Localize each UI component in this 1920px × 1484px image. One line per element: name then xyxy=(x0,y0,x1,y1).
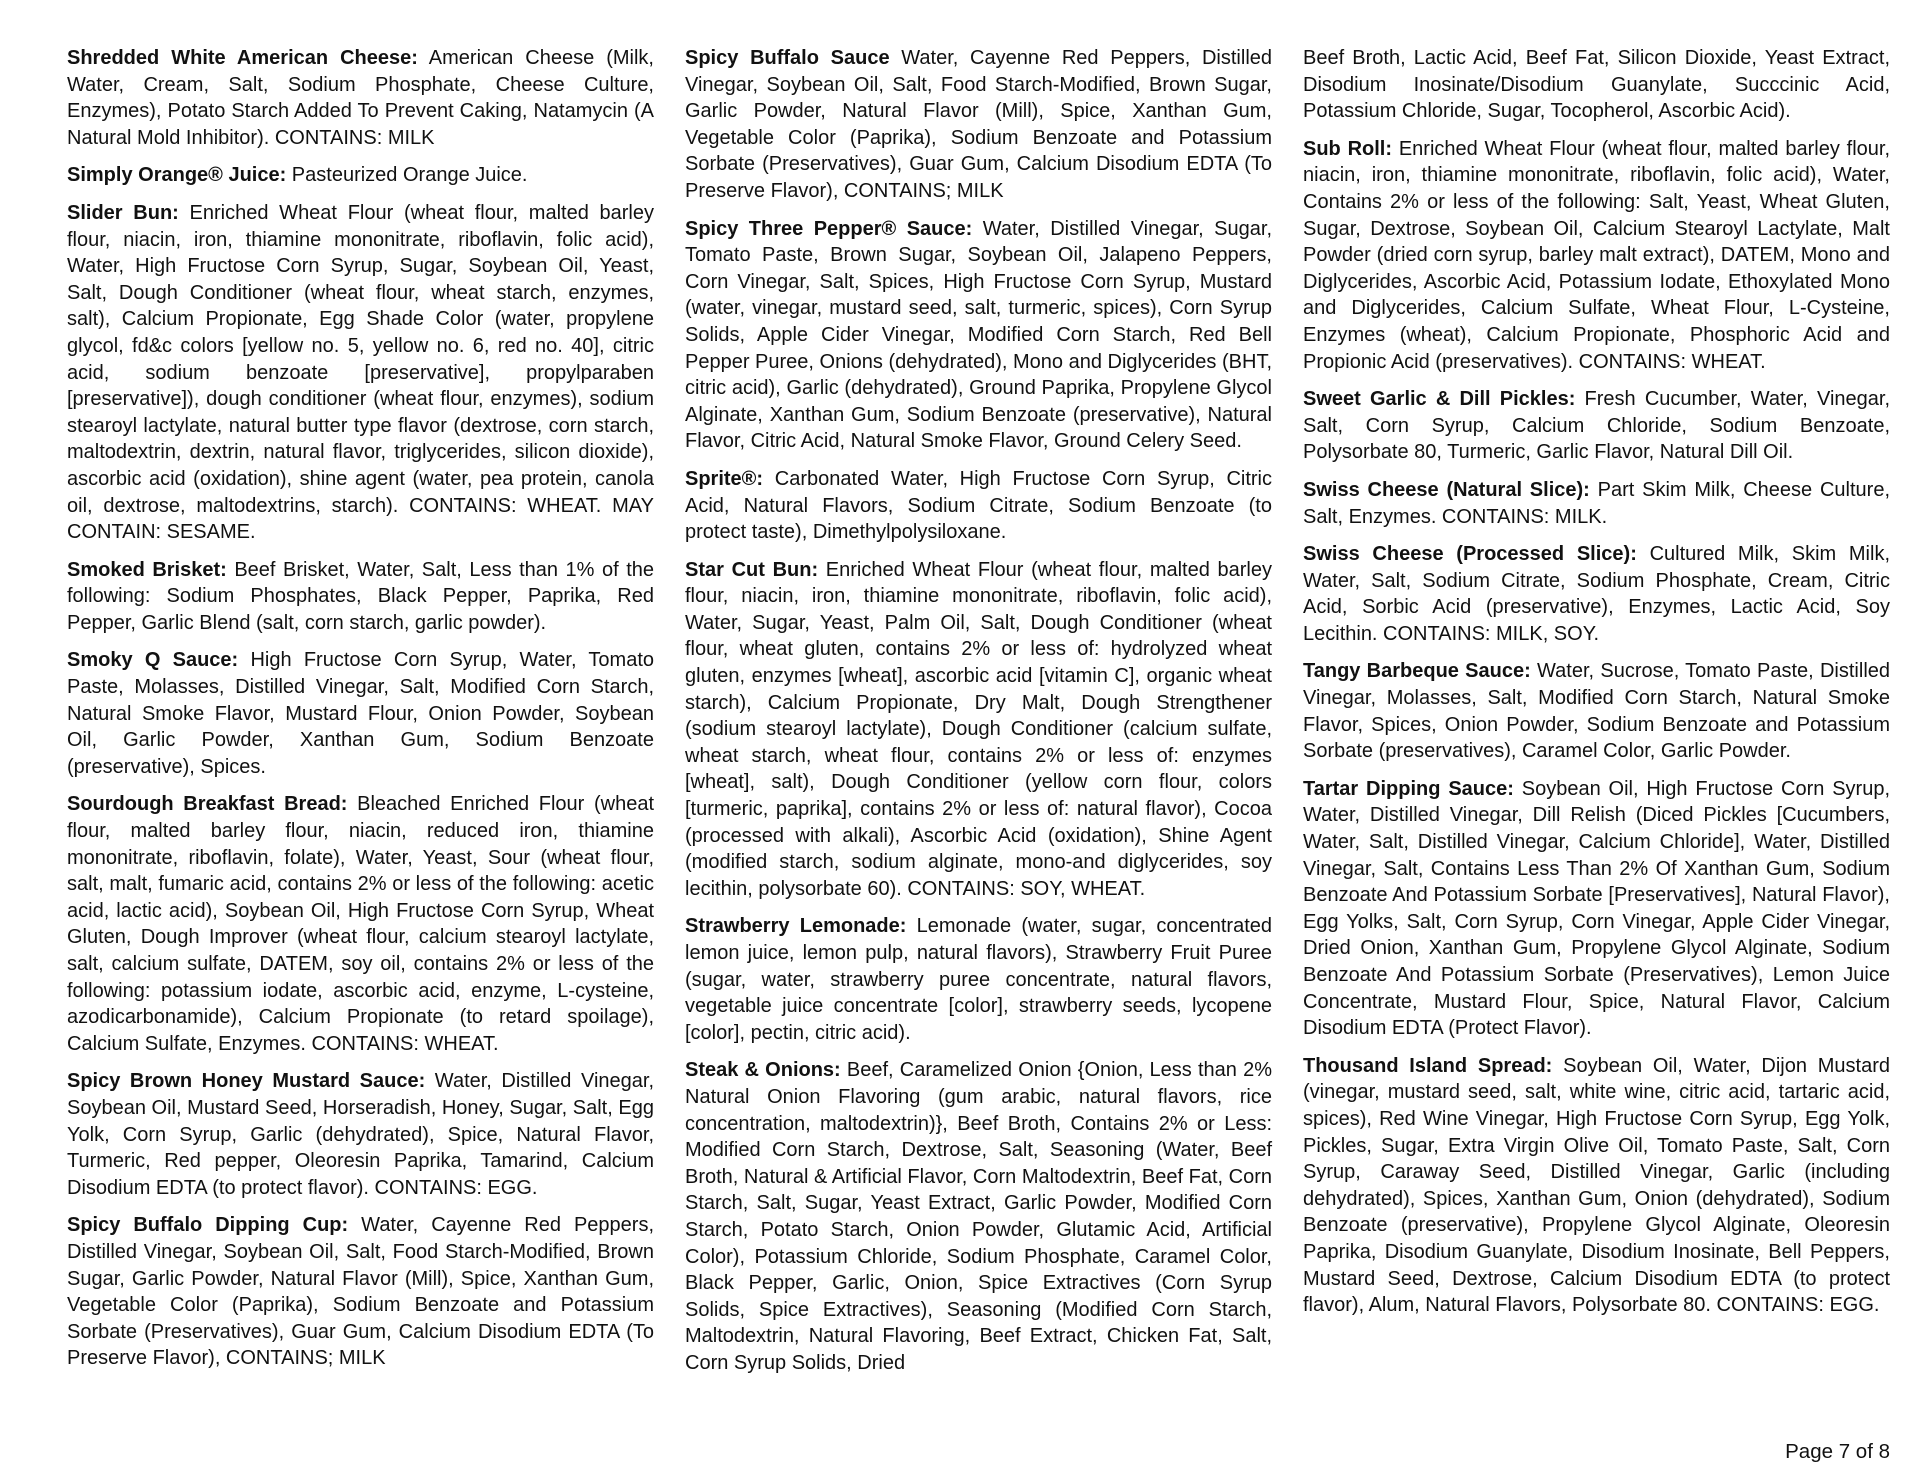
page-number: Page 7 of 8 xyxy=(1785,1440,1890,1463)
ingredient-entry xyxy=(67,200,654,546)
ingredient-text: Lemonade (water, sugar, concentrated lemon juice, lemon pulp, natural flavors), Strawberry Fruit Puree (sugar, water, strawberry puree concentrate, natural flavors, vegetable juice concentrate [color], strawberry seeds, lycopene [color], pectin, citric acid). xyxy=(685,915,1272,1044)
ingredient-name: Tangy Barbeque Sauce: xyxy=(1303,660,1531,683)
ingredient-text: Water, Distilled Vinegar, Sugar, Tomato Paste, Brown Sugar, Soybean Oil, Jalapeno Peppers, Corn Vinegar, Salt, Spices, High Fructose Corn Syrup, Mustard (water, vinegar, mustard seed, salt, turmeric, spices), Corn Syrup Solids, Apple Cider Vinegar, Modified Corn Starch, Red Bell Pepper Puree, Onions (dehydrated), Mono and Diglycerides (BHT, citric acid), Garlic (dehydrated), Ground Paprika, Propylene Glycol Alginate, Xanthan Gum, Sodium Benzoate (preservative), Natural Flavor, Citric Acid, Natural Smoke Flavor, Ground Celery Seed. xyxy=(685,217,1272,453)
ingredient-text: Fresh Cucumber, Water, Vinegar, Salt, Corn Syrup, Calcium Chloride, Sodium Benzoate, Polysorbate 80, Turmeric, Garlic Flavor, Natural Dill Oil. xyxy=(1303,388,1890,464)
ingredient-name: Sub Roll: xyxy=(1303,137,1393,160)
ingredient-text: High Fructose Corn Syrup, Water, Tomato Paste, Molasses, Distilled Vinegar, Salt, Modified Corn Starch, Natural Smoke Flavor, Mustard Flour, Onion Powder, Soybean Oil, Garlic Powder, Xanthan Gum, Sodium Benzoate (preservative), Spices. xyxy=(67,649,655,778)
ingredient-name: Spicy Brown Honey Mustard Sauce: xyxy=(67,1070,426,1093)
ingredient-entry xyxy=(67,791,654,1057)
ingredient-entry xyxy=(685,466,1272,546)
ingredient-text: Enriched Wheat Flour (wheat flour, malted barley flour, niacin, iron, thiamine mononitrate, riboflavin, folic acid), Water, High Fructose Corn Syrup, Sugar, Soybean Oil, Yeast, Salt, Dough Conditioner (wheat flour, wheat starch, enzymes, salt), Calcium Propionate, Egg Shade Color (water, propylene glycol, fd&c colors [yellow no. 5, yellow no. 6, red no. 40], citric acid, sodium benzoate [preservative], propylparaben [preservative]), dough conditioner (wheat flour, enzymes), sodium stearoyl lactylate, natural butter type flavor (dextrose, corn starch, maltodextrin, dextrin, natural flavor, triglycerides, silicon dioxide), ascorbic acid (oxidation), shine agent (water, pea protein, canola oil, dextrose, maltodextrins, starch). CONTAINS: WHEAT. MAY CONTAIN: SESAME. xyxy=(67,201,654,544)
ingredient-text: American Cheese (Milk, Water, Cream, Salt, Sodium Phosphate, Cheese Culture, Enzymes), Potato Starch Added To Prevent Caking, Natamycin (A Natural Mold Inhibitor). CONTAINS: MILK xyxy=(67,47,654,149)
column-2 xyxy=(685,45,1272,1388)
ingredient-entry xyxy=(685,557,1272,903)
ingredient-text: Beef Brisket, Water, Salt, Less than 1% of the following: Sodium Phosphates, Black Pepper, Paprika, Red Pepper, Garlic Blend (salt, corn starch, garlic powder). xyxy=(67,558,654,634)
ingredient-text: Bleached Enriched Flour (wheat flour, malted barley flour, niacin, reduced iron, thiamine mononitrate, riboflavin, folate), Water, Yeast, Sour (wheat flour, salt, malt, fumaric acid, contains 2% or less of the following: acetic acid, lactic acid), Soybean Oil, High Fructose Corn Syrup, Wheat Gluten, Dough Improver (wheat flour, calcium stearoyl lactylate, salt, calcium sulfate, DATEM, soy oil, contains 2% or less of the following: potassium iodate, ascorbic acid, enzyme, L-cysteine, azodicarbonamide), Calcium Propionate (to retard spoilage), Calcium Sulfate, Enzymes. CONTAINS: WHEAT. xyxy=(67,793,655,1055)
ingredient-name: Sourdough Breakfast Bread: xyxy=(67,793,348,816)
ingredient-name: Spicy Buffalo Dipping Cup: xyxy=(67,1214,349,1237)
ingredient-entry xyxy=(1303,658,1890,764)
ingredient-name: Shredded White American Cheese: xyxy=(67,47,418,69)
ingredient-entry xyxy=(1303,541,1890,647)
ingredient-entry xyxy=(1303,386,1890,466)
ingredient-name: Slider Bun: xyxy=(67,201,179,224)
ingredient-entry-continuation xyxy=(1303,45,1890,125)
ingredient-text: Water, Sucrose, Tomato Paste, Distilled Vinegar, Molasses, Salt, Modified Corn Starch, Natural Smoke Flavor, Spices, Onion Powder, Sodium Benzoate and Potassium Sorbate (preservatives), Caramel Color, Garlic Powder. xyxy=(1303,660,1891,763)
column-3 xyxy=(1303,45,1890,1388)
ingredient-name: Sweet Garlic & Dill Pickles: xyxy=(1303,388,1576,411)
ingredient-entry xyxy=(1303,136,1890,375)
ingredient-name: Swiss Cheese (Natural Slice): xyxy=(1303,478,1590,501)
ingredient-name: Smoked Brisket: xyxy=(67,558,227,581)
ingredient-text: Part Skim Milk, Cheese Culture, Salt, Enzymes. CONTAINS: MILK. xyxy=(1303,478,1890,528)
ingredient-name: Steak & Onions: xyxy=(685,1059,841,1082)
ingredient-text: Enriched Wheat Flour (wheat flour, malted barley flour, niacin, iron, thiamine mononitrate, riboflavin, folic acid), Water, Sugar, Yeast, Palm Oil, Salt, Dough Conditioner (wheat flour, wheat gluten, contains 2% or less of: hydrolyzed wheat gluten, enzymes [wheat], ascorbic acid [vitamin C], organic wheat starch), Calcium Propionate, Dry Malt, Dough Strengthener (sodium stearoyl lactylate), Dough Conditioner (calcium sulfate, wheat starch, wheat flour, contains 2% or less of: enzymes [wheat], salt), Dough Conditioner (yellow corn flour, colors [turmeric, paprika], contains 2% or less of: natural flavor), Cocoa (processed with alkali), Ascorbic Acid (oxidation), Shine Agent (modified starch, sodium alginate, mono-and diglycerides, soy lecithin, polysorbate 60). CONTAINS: SOY, WHEAT. xyxy=(685,558,1272,900)
ingredient-text: Cultured Milk, Skim Milk, Water, Salt, Sodium Citrate, Sodium Phosphate, Cream, Citric Acid, Sorbic Acid (preservative), Enzymes, Lactic Acid, Soy Lecithin. CONTAINS: MILK, SOY. xyxy=(1303,543,1890,645)
ingredient-name: Star Cut Bun: xyxy=(685,558,819,581)
ingredient-text: Water, Distilled Vinegar, Soybean Oil, Mustard Seed, Horseradish, Honey, Sugar, Salt, Egg Yolk, Corn Syrup, Garlic (dehydrated), Spice, Natural Flavor, Turmeric, Red pepper, Oleoresin Paprika, Tamarind, Calcium Disodium EDTA (to protect flavor). CONTAINS: EGG. xyxy=(67,1070,654,1199)
ingredient-entry xyxy=(67,557,654,637)
ingredient-entry xyxy=(67,647,654,780)
ingredient-text: Soybean Oil, Water, Dijon Mustard (vinegar, mustard seed, salt, white wine, citric acid, tartaric acid, spices), Red Wine Vinegar, High Fructose Corn Syrup, Egg Yolk, Pickles, Sugar, Extra Virgin Olive Oil, Tomato Paste, Salt, Corn Syrup, Caraway Seed, Distilled Vinegar, Garlic (including dehydrated), Spices, Xanthan Gum, Onion (dehydrated), Sodium Benzoate (preservative), Propylene Glycol Alginate, Oleoresin Paprika, Disodium Guanylate, Disodium Inosinate, Bell Peppers, Mustard Seed, Dextrose, Calcium Disodium EDTA (to protect flavor), Alum, Natural Flavors, Polysorbate 80. CONTAINS: EGG. xyxy=(1303,1054,1890,1317)
ingredient-entry xyxy=(685,1057,1272,1376)
ingredient-entry xyxy=(67,1212,654,1372)
ingredient-entry xyxy=(67,1068,654,1201)
ingredient-columns xyxy=(67,45,1890,1388)
ingredient-name: Sprite®: xyxy=(685,467,764,490)
ingredient-name: Tartar Dipping Sauce: xyxy=(1303,777,1514,800)
ingredient-text: Beef Broth, Lactic Acid, Beef Fat, Silicon Dioxide, Yeast Extract, Disodium Inosinate/Disodium Guanylate, Succcinic Acid, Potassium Chloride, Sugar, Tocopherol, Ascorbic Acid). xyxy=(1303,47,1890,123)
ingredient-name: Thousand Island Spread: xyxy=(1303,1054,1553,1077)
ingredient-text: Water, Cayenne Red Peppers, Distilled Vinegar, Soybean Oil, Salt, Food Starch-Modified, Brown Sugar, Garlic Powder, Natural Flavor (Mill), Spice, Xanthan Gum, Vegetable Color (Paprika), Sodium Benzoate and Potassium Sorbate (Preservatives), Guar Gum, Calcium Disodium EDTA (To Preserve Flavor), CONTAINS; MILK xyxy=(67,1214,655,1370)
ingredient-entry xyxy=(685,45,1272,205)
ingredient-text: Soybean Oil, High Fructose Corn Syrup, Water, Distilled Vinegar, Dill Relish (Diced Pickles [Cucumbers, Water, Salt, Distilled Vinegar, Calcium Chloride], Water, Distilled Vinegar, Salt, Contains Less Than 2% Of Xanthan Gum, Sodium Benzoate And Potassium Sorbate [Preservatives], Natural Flavor), Egg Yolks, Salt, Corn Syrup, Corn Vinegar, Apple Cider Vinegar, Dried Onion, Xanthan Gum, Propylene Glycol Alginate, Sodium Benzoate And Potassium Sorbate (Preservatives), Lemon Juice Concentrate, Mustard Flour, Spice, Natural Flavor, Calcium Disodium EDTA (Protect Flavor). xyxy=(1303,777,1890,1040)
ingredient-text: Water, Cayenne Red Peppers, Distilled Vinegar, Soybean Oil, Salt, Food Starch-Modified, Brown Sugar, Garlic Powder, Natural Flavor (Mill), Spice, Xanthan Gum, Vegetable Color (Paprika), Sodium Benzoate and Potassium Sorbate (Preservatives), Guar Gum, Calcium Disodium EDTA (To Preserve Flavor), CONTAINS; MILK xyxy=(685,47,1273,202)
ingredient-text: Pasteurized Orange Juice. xyxy=(286,164,528,187)
ingredient-entry xyxy=(1303,477,1890,530)
ingredient-name: Simply Orange® Juice: xyxy=(67,164,287,187)
ingredient-entry xyxy=(67,162,654,189)
ingredient-name: Strawberry Lemonade: xyxy=(685,915,907,938)
ingredient-entry xyxy=(1303,1053,1890,1319)
ingredient-entry xyxy=(1303,776,1890,1042)
ingredient-name: Spicy Three Pepper® Sauce: xyxy=(685,217,973,240)
ingredient-entry xyxy=(685,216,1272,455)
ingredient-text: Beef, Caramelized Onion {Onion, Less than 2% Natural Onion Flavoring (gum arabic, natural flavors, rice concentration, maltodextrin)}, Beef Broth, Contains 2% or Less: Modified Corn Starch, Dextrose, Salt, Seasoning (Water, Beef Broth, Natural & Artificial Flavor, Corn Maltodextrin, Beef Fat, Corn Starch, Salt, Sugar, Yeast Extract, Garlic Powder, Modified Corn Starch, Potato Starch, Onion Powder, Glutamic Acid, Artificial Color), Potassium Chloride, Sodium Phosphate, Caramel Color, Black Pepper, Garlic, Onion, Spice Extractives (Corn Syrup Solids, Spice Extractives), Seasoning (Modified Corn Starch, Maltodextrin, Natural Flavoring, Beef Extract, Chicken Fat, Salt, Corn Syrup Solids, Dried xyxy=(685,1059,1272,1374)
ingredient-name: Smoky Q Sauce: xyxy=(67,649,239,672)
ingredient-entry xyxy=(685,913,1272,1046)
ingredient-text: Enriched Wheat Flour (wheat flour, malted barley flour, niacin, iron, thiamine mononitrate, riboflavin, folic acid), Water, Contains 2% or less of the following: Salt, Yeast, Wheat Gluten, Sugar, Dextrose, Soybean Oil, Calcium Stearoyl Lactylate, Malt Powder (dried corn syrup, barley malt extract), DATEM, Mono and Diglycerides, Ascorbic Acid, Potassium Iodate, Ethoxylated Mono and Diglycerides, Calcium Sulfate, Wheat Flour, L-Cysteine, Enzymes (wheat), Calcium Propionate, Phosphoric Acid and Propionic Acid (preservatives). CONTAINS: WHEAT. xyxy=(1303,137,1890,373)
ingredient-name: Spicy Buffalo Sauce xyxy=(685,47,890,69)
column-1 xyxy=(67,45,654,1388)
ingredient-text: Carbonated Water, High Fructose Corn Syrup, Citric Acid, Natural Flavors, Sodium Citrate, Sodium Benzoate (to protect taste), Dimethylpolysiloxane. xyxy=(685,467,1272,544)
ingredient-entry xyxy=(67,45,654,151)
ingredient-name: Swiss Cheese (Processed Slice): xyxy=(1303,543,1637,566)
